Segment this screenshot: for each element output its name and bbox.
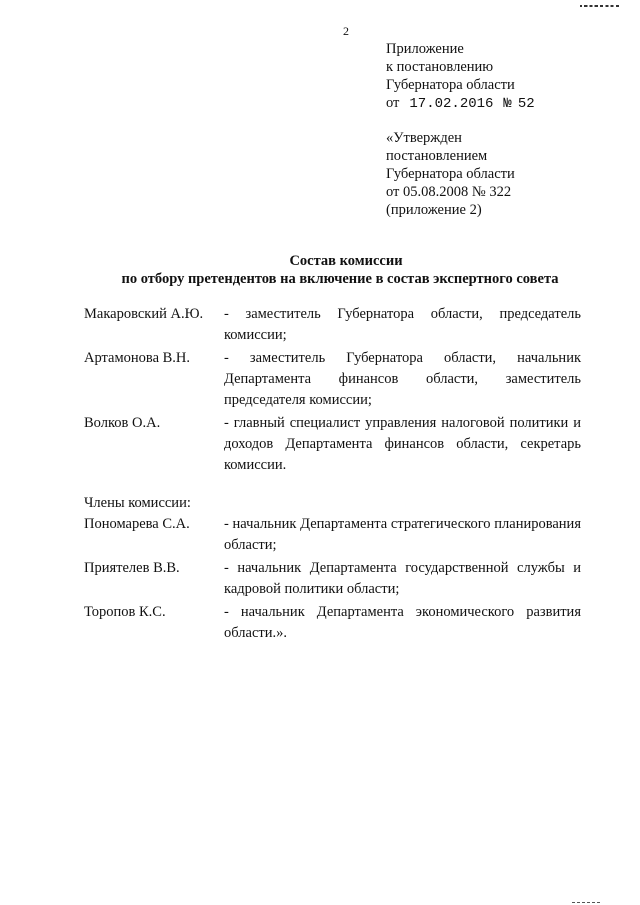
member-name: Торопов К.С. — [84, 604, 166, 620]
appendix-line-2: к постановлению — [386, 59, 494, 75]
member-role: - главный специалист управления налоговой политики и доходов Департамента финансов области, секретарь комиссии. — [224, 415, 581, 473]
list-item — [84, 304, 584, 346]
title-line-1: Состав комиссии — [289, 253, 403, 269]
scan-mark-bottom — [572, 899, 600, 903]
appendix-number-prefix: № — [503, 96, 512, 112]
approved-block — [386, 129, 515, 219]
list-item — [84, 558, 584, 600]
appendix-line-3: Губернатора области — [386, 77, 515, 93]
member-name: Макаровский А.Ю. — [84, 306, 204, 322]
member-role: - заместитель Губернатора области, начальник Департамента финансов области, заместитель председателя комиссии; — [224, 350, 581, 408]
appendix-line-1: Приложение — [386, 41, 464, 57]
scan-mark-top — [580, 0, 620, 7]
list-item — [84, 348, 584, 411]
appendix-date: 17.02.2016 — [409, 96, 494, 112]
member-role: - заместитель Губернатора области, председатель комиссии; — [224, 306, 581, 343]
appendix-date-prefix: от — [386, 95, 400, 111]
member-role: - начальник Департамента государственной службы и кадровой политики области; — [224, 560, 581, 597]
document-title — [60, 252, 620, 288]
appendix-date-line — [386, 94, 535, 113]
appendix-number: 52 — [517, 96, 535, 112]
commission-list — [84, 304, 584, 646]
members-label: Члены комиссии: — [84, 495, 191, 511]
member-name: Пономарева С.А. — [84, 516, 190, 532]
member-role: - начальник Департамента экономического развития области.». — [224, 604, 581, 641]
approved-line-2: постановлением — [386, 148, 488, 164]
title-line-2: по отбору претендентов на включение в состав экспертного совета — [121, 271, 559, 287]
approved-line-5: (приложение 2) — [386, 202, 482, 218]
member-name: Волков О.А. — [84, 415, 161, 431]
approved-line-4: от 05.08.2008 № 322 — [386, 184, 512, 200]
list-item — [84, 413, 584, 476]
page-number: 2 — [343, 24, 349, 38]
approved-line-3: Губернатора области — [386, 166, 515, 182]
list-item — [84, 602, 584, 644]
member-name: Артамонова В.Н. — [84, 350, 191, 366]
appendix-block — [386, 40, 535, 113]
member-name: Приятелев В.В. — [84, 560, 180, 576]
approved-line-1: «Утвержден — [386, 130, 462, 146]
list-item — [84, 514, 584, 556]
member-role: - начальник Департамента стратегического планирования области; — [224, 516, 581, 553]
